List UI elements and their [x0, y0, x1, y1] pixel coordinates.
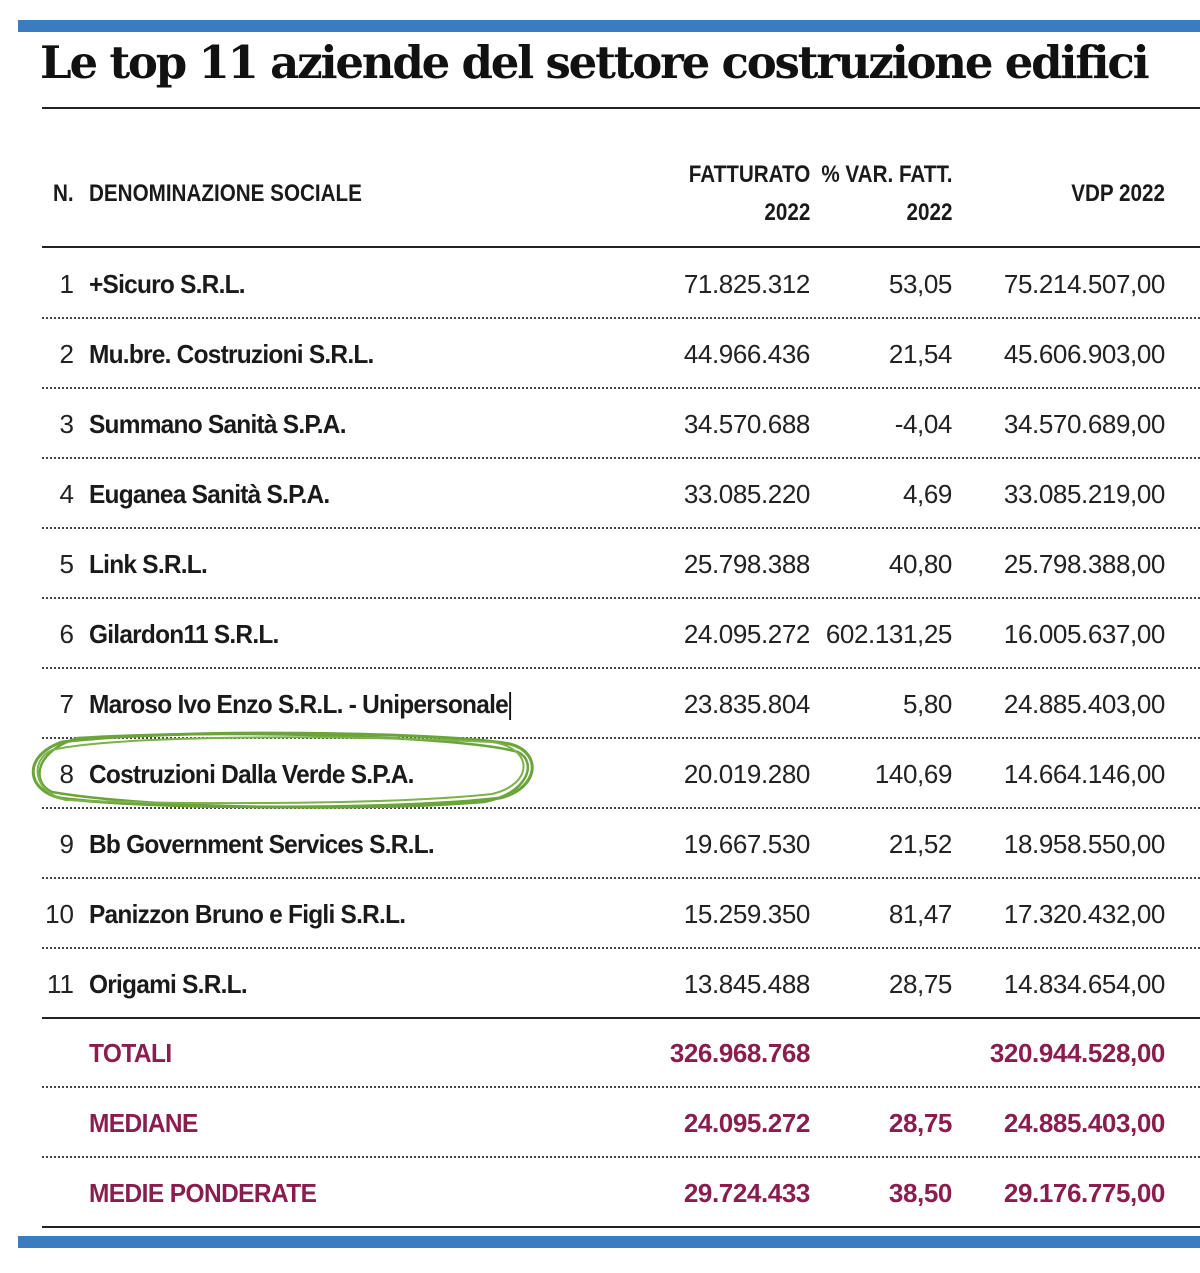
text-cursor [509, 692, 511, 720]
variation-value: 5,80 [902, 689, 952, 719]
company-name: Mu.bre. Costruzioni S.R.L. [89, 339, 374, 369]
company-name: Origami S.R.L. [89, 969, 247, 999]
table-row [0, 389, 1200, 459]
variation-value: 28,75 [888, 969, 952, 999]
header-number: N. [53, 180, 74, 207]
vdp-value: 34.570.689,00 [1003, 409, 1165, 439]
summary-vdp: 320.944.528,00 [989, 1038, 1165, 1068]
row-number: 4 [59, 479, 74, 509]
fatturato-value: 24.095.272 [683, 619, 810, 649]
row-number: 6 [59, 619, 74, 649]
fatturato-value: 25.798.388 [683, 549, 810, 579]
row-number: 10 [45, 899, 74, 929]
summary-block [0, 1018, 1200, 1228]
vdp-value: 33.085.219,00 [1003, 479, 1165, 509]
table-row [0, 949, 1200, 1019]
header-fatturato-line1: FATTURATO [688, 161, 810, 188]
table-row [0, 249, 1200, 319]
header-variation [821, 156, 952, 232]
variation-value: 602.131,25 [825, 619, 952, 649]
page-title: Le top 11 aziende del settore costruzione edifici [40, 36, 1148, 89]
table-row-highlighted [0, 739, 1200, 809]
company-name: Costruzioni Dalla Verde S.P.A. [89, 759, 414, 789]
table-row [0, 529, 1200, 599]
company-name: +Sicuro S.R.L. [89, 269, 245, 299]
company-name-with-cursor [89, 669, 511, 739]
variation-value: 53,05 [888, 269, 952, 299]
summary-row-medians [0, 1088, 1200, 1158]
summary-vdp: 29.176.775,00 [1003, 1178, 1165, 1208]
summary-fatturato: 29.724.433 [683, 1178, 810, 1208]
table-row [0, 599, 1200, 669]
row-number: 3 [59, 409, 74, 439]
header-divider [42, 246, 1200, 248]
row-number: 5 [59, 549, 74, 579]
fatturato-value: 34.570.688 [683, 409, 810, 439]
fatturato-value: 44.966.436 [683, 339, 810, 369]
title-divider [42, 107, 1200, 109]
summary-vdp: 24.885.403,00 [1003, 1108, 1165, 1138]
variation-value: 40,80 [888, 549, 952, 579]
header-fatturato [688, 156, 810, 232]
company-name: Gilardon11 S.R.L. [89, 619, 279, 649]
variation-value: 21,54 [888, 339, 952, 369]
vdp-value: 16.005.637,00 [1003, 619, 1165, 649]
summary-variation: 38,50 [888, 1178, 952, 1208]
ranking-table-body [0, 249, 1200, 1019]
vdp-value: 18.958.550,00 [1003, 829, 1165, 859]
company-name: Euganea Sanità S.P.A. [89, 479, 330, 509]
table-row [0, 319, 1200, 389]
company-name: Link S.R.L. [89, 549, 208, 579]
header-company-name: DENOMINAZIONE SOCIALE [89, 180, 362, 207]
variation-value: 4,69 [902, 479, 952, 509]
row-number: 1 [59, 269, 74, 299]
variation-value: 81,47 [888, 899, 952, 929]
company-name: Summano Sanità S.P.A. [89, 409, 346, 439]
table-row [0, 809, 1200, 879]
vdp-value: 75.214.507,00 [1003, 269, 1165, 299]
fatturato-value: 15.259.350 [683, 899, 810, 929]
vdp-value: 14.834.654,00 [1003, 969, 1165, 999]
top-accent-bar [18, 20, 1200, 32]
vdp-value: 17.320.432,00 [1003, 899, 1165, 929]
vdp-value: 14.664.146,00 [1003, 759, 1165, 789]
row-number: 9 [59, 829, 74, 859]
fatturato-value: 33.085.220 [683, 479, 810, 509]
row-number: 11 [47, 969, 74, 999]
row-number: 7 [59, 689, 74, 719]
summary-variation: 28,75 [888, 1108, 952, 1138]
variation-value: 21,52 [888, 829, 952, 859]
table-row [0, 459, 1200, 529]
header-variation-line2: 2022 [906, 199, 952, 226]
table-bottom-divider [42, 1226, 1200, 1228]
fatturato-value: 20.019.280 [683, 759, 810, 789]
summary-row-totals [0, 1018, 1200, 1088]
summary-row-weighted-means [0, 1158, 1200, 1228]
summary-label: TOTALI [89, 1038, 172, 1068]
row-number: 8 [59, 759, 74, 789]
fatturato-value: 19.667.530 [683, 829, 810, 859]
vdp-value: 25.798.388,00 [1003, 549, 1165, 579]
bottom-accent-bar [18, 1236, 1200, 1248]
company-name: Bb Government Services S.R.L. [89, 829, 434, 859]
header-variation-line1: % VAR. FATT. [820, 161, 952, 188]
variation-value: 140,69 [874, 759, 952, 789]
summary-fatturato: 326.968.768 [669, 1038, 810, 1068]
vdp-value: 45.606.903,00 [1003, 339, 1165, 369]
summary-fatturato: 24.095.272 [683, 1108, 810, 1138]
variation-value: -4,04 [894, 409, 952, 439]
table-row [0, 669, 1200, 739]
header-vdp: VDP 2022 [1071, 180, 1165, 207]
fatturato-value: 13.845.488 [683, 969, 810, 999]
fatturato-value: 71.825.312 [683, 269, 810, 299]
company-name: Maroso Ivo Enzo S.R.L. - Unipersonale [89, 689, 508, 719]
vdp-value: 24.885.403,00 [1003, 689, 1165, 719]
row-number: 2 [59, 339, 74, 369]
company-name: Panizzon Bruno e Figli S.R.L. [89, 899, 406, 929]
summary-label: MEDIE PONDERATE [89, 1178, 317, 1208]
summary-label: MEDIANE [89, 1108, 198, 1138]
fatturato-value: 23.835.804 [683, 689, 810, 719]
table-row [0, 879, 1200, 949]
header-fatturato-line2: 2022 [764, 199, 810, 226]
